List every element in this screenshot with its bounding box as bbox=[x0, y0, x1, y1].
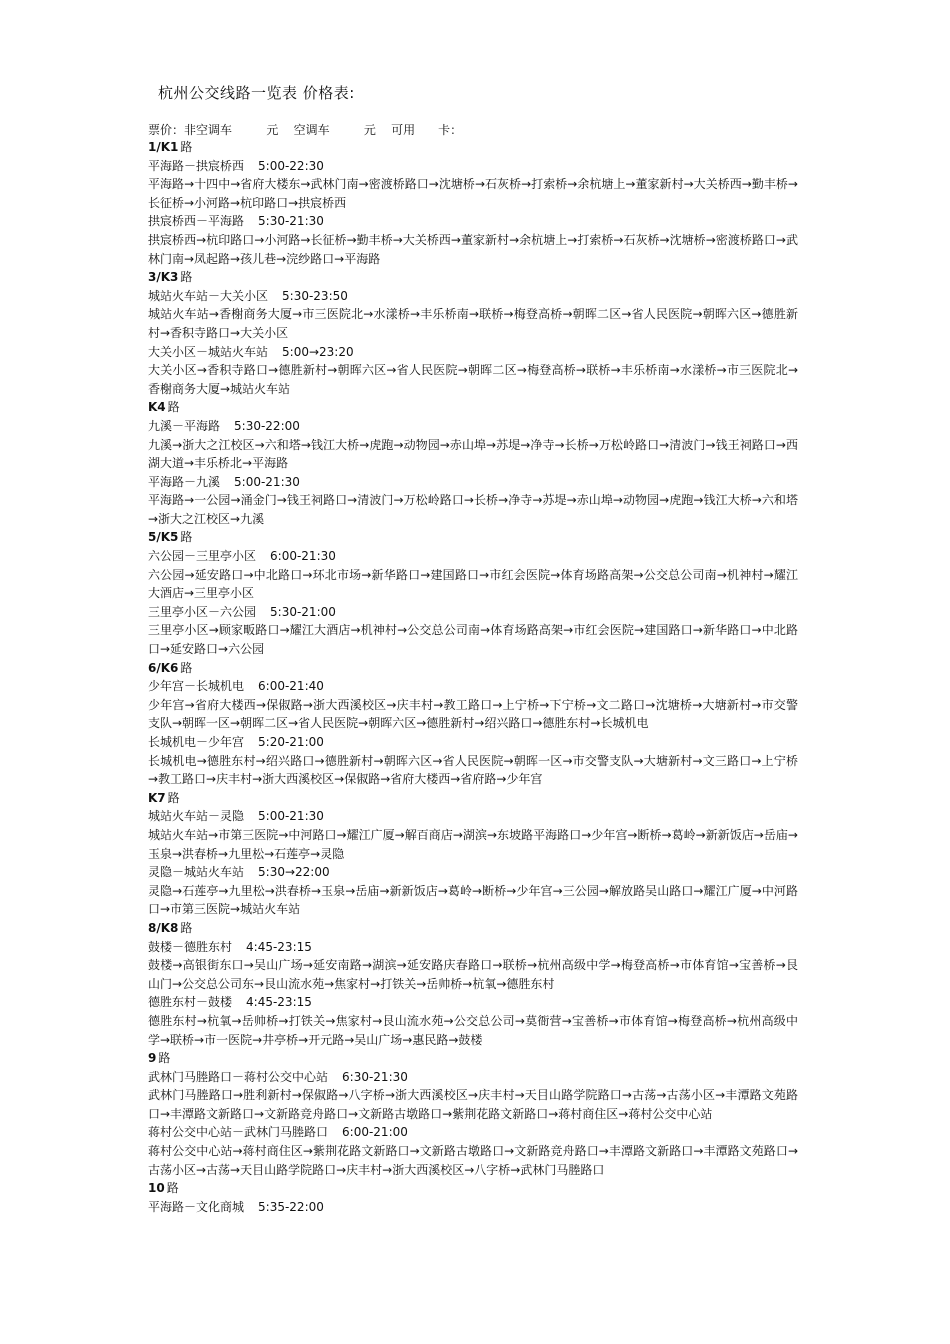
stop-list: 六公园→延安路口→中北路口→环北市场→新华路口→建国路口→市红会医院→体育场路高架→公交总公司南→机神村→耀江大酒店→三里亭小区 bbox=[148, 567, 798, 601]
stop-list: 大关小区→香积寺路口→德胜新村→朝晖六区→省人民医院→朝晖二区→梅登高桥→联桥→丰乐桥南→水漾桥→市三医院北→香榭商务大厦→城站火车站 bbox=[148, 363, 798, 396]
stop-list: 武林门马塍路口→胜利新村→保俶路→八字桥→浙大西溪校区→庆丰村→天目山路学院路口→古荡→古荡小区→丰潭路文苑路口→丰潭路文新路口→文新路竞舟路口→文新路古墩路口→紫荆花路文新路口→蒋村商住区→蒋村公交中心站 bbox=[148, 1088, 798, 1121]
stop-list: 三里亭小区→顾家畈路口→耀江大酒店→机神村→公交总公司南→体育场路高架→市红会医院→建国路口→新华路口→中北路口→延安路口→六公园 bbox=[148, 623, 798, 657]
direction-name: 城站火车站－灵隐 bbox=[148, 809, 245, 824]
stop-list: 长城机电→德胜东村→绍兴路口→德胜新村→朝晖六区→省人民医院→朝晖一区→市交警支队→大塘新村→文三路口→上宁桥→教工路口→庆丰村→浙大西溪校区→保俶路→省府大楼西→省府路→少年宫 bbox=[148, 753, 798, 787]
service-hours: 5:30-23:50 bbox=[282, 288, 348, 303]
route-suffix: 路 bbox=[180, 140, 193, 154]
service-hours: 4:45-23:15 bbox=[246, 939, 312, 954]
direction-name: 城站火车站－大关小区 bbox=[148, 288, 269, 303]
direction-header bbox=[148, 287, 798, 306]
stop-list: 城站火车站→市第三医院→中河路口→耀江广厦→解百商店→湖滨→东坡路平海路口→少年宫→断桥→葛岭→新新饭店→岳庙→玉泉→洪春桥→九里松→石莲亭→灵隐 bbox=[148, 827, 798, 861]
stop-list: 蒋村公交中心站→蒋村商住区→紫荆花路文新路口→文新路古墩路口→文新路竞舟路口→丰潭路文新路口→丰潭路文苑路口→古荡小区→古荡→天目山路学院路口→庆丰村→浙大西溪校区→八字桥→武林门马塍路口 bbox=[148, 1144, 798, 1177]
stop-list: 德胜东村→杭氧→岳帅桥→打铁关→焦家村→艮山流水苑→公交总公司→莫衙营→宝善桥→市体育馆→梅登高桥→杭州高级中学→联桥→市一医院→井亭桥→开元路→吴山广场→惠民路→鼓楼 bbox=[148, 1013, 798, 1047]
route-block bbox=[148, 1179, 798, 1216]
direction-name: 蒋村公交中心站－武林门马塍路口 bbox=[148, 1125, 329, 1140]
service-hours: 4:45-23:15 bbox=[246, 995, 312, 1010]
direction-header bbox=[148, 212, 798, 231]
direction-header bbox=[148, 343, 798, 362]
route-id: 9 bbox=[148, 1051, 157, 1066]
document-title: 杭州公交线路一览表 价格表: bbox=[158, 84, 355, 102]
service-hours: 6:00-21:40 bbox=[258, 679, 324, 694]
direction-name: 三里亭小区－六公园 bbox=[148, 604, 257, 619]
route-id: 8/K8 bbox=[148, 920, 179, 935]
service-hours: 5:35-22:00 bbox=[258, 1199, 324, 1214]
direction-name: 武林门马塍路口－蒋村公交中心站 bbox=[148, 1069, 329, 1084]
route-header bbox=[148, 528, 798, 547]
direction-header bbox=[148, 807, 798, 826]
direction-name: 九溪－平海路 bbox=[148, 418, 221, 433]
direction-name: 鼓楼－德胜东村 bbox=[148, 939, 233, 954]
route-header bbox=[148, 1179, 798, 1198]
direction-header bbox=[148, 1123, 798, 1142]
route-id: K4 bbox=[148, 400, 166, 415]
direction-name: 六公园－三里亭小区 bbox=[148, 549, 257, 564]
route-block bbox=[148, 659, 798, 789]
service-hours: 5:30-21:00 bbox=[270, 604, 336, 619]
route-header bbox=[148, 789, 798, 808]
route-suffix: 路 bbox=[180, 530, 193, 545]
direction-name: 平海路－拱宸桥西 bbox=[148, 158, 245, 173]
stop-list: 城站火车站→香榭商务大厦→市三医院北→水漾桥→丰乐桥南→联桥→梅登高桥→朝晖二区→省人民医院→朝晖六区→德胜新村→香积寺路口→大关小区 bbox=[148, 307, 798, 340]
route-id: K7 bbox=[148, 790, 166, 805]
route-header bbox=[148, 138, 798, 157]
direction-name: 少年宫－长城机电 bbox=[148, 679, 245, 694]
direction-header bbox=[148, 417, 798, 436]
route-header bbox=[148, 659, 798, 678]
route-block bbox=[148, 919, 798, 1049]
stop-list: 平海路→十四中→省府大楼东→武林门南→密渡桥路口→沈塘桥→石灰桥→打索桥→余杭塘上→董家新村→大关桥西→勤丰桥→长征桥→小河路→杭印路口→拱宸桥西 bbox=[148, 177, 798, 210]
stop-list: 九溪→浙大之江校区→六和塔→钱江大桥→虎跑→动物园→赤山埠→苏堤→净寺→长桥→万松岭路口→清波门→钱王祠路口→西湖大道→丰乐桥北→平海路 bbox=[148, 437, 798, 471]
direction-header bbox=[148, 938, 798, 957]
service-hours: 5:00→23:20 bbox=[282, 344, 354, 359]
direction-header bbox=[148, 603, 798, 622]
route-header bbox=[148, 919, 798, 938]
stop-list: 平海路→一公园→涌金门→钱王祠路口→清波门→万松岭路口→长桥→净寺→苏堤→赤山埠→动物园→虎跑→钱江大桥→六和塔→浙大之江校区→九溪 bbox=[148, 493, 798, 526]
service-hours: 5:00-22:30 bbox=[258, 158, 324, 173]
direction-header bbox=[148, 157, 798, 176]
service-hours: 5:20-21:00 bbox=[258, 735, 324, 749]
service-hours: 6:30-21:30 bbox=[342, 1069, 408, 1084]
route-suffix: 路 bbox=[158, 1051, 171, 1066]
route-header bbox=[148, 398, 798, 417]
service-hours: 5:00-21:30 bbox=[234, 474, 300, 489]
direction-name: 灵隐－城站火车站 bbox=[148, 865, 245, 880]
direction-header bbox=[148, 473, 798, 492]
route-block bbox=[148, 789, 798, 919]
route-id: 6/K6 bbox=[148, 660, 179, 675]
route-suffix: 路 bbox=[167, 790, 180, 805]
direction-header bbox=[148, 863, 798, 882]
route-id: 10 bbox=[148, 1181, 165, 1196]
direction-header bbox=[148, 733, 798, 752]
stop-list: 少年宫→省府大楼西→保俶路→浙大西溪校区→庆丰村→教工路口→上宁桥→下宁桥→文二路口→沈塘桥→大塘新村→市交警支队→朝晖一区→朝晖二区→省人民医院→朝晖六区→德胜新村→绍兴路口→德胜东村→长城机电 bbox=[148, 697, 798, 731]
direction-name: 平海路－九溪 bbox=[148, 474, 221, 489]
stop-list: 灵隐→石莲亭→九里松→洪春桥→玉泉→岳庙→新新饭店→葛岭→断桥→少年宫→三公园→解放路吴山路口→耀江广厦→中河路口→市第三医院→城站火车站 bbox=[148, 883, 798, 917]
direction-name: 平海路－文化商城 bbox=[148, 1199, 245, 1214]
service-hours: 6:00-21:00 bbox=[342, 1125, 408, 1140]
service-hours: 5:30-21:30 bbox=[258, 214, 324, 229]
route-block bbox=[148, 1049, 798, 1179]
routes-list bbox=[148, 138, 798, 1216]
route-header bbox=[148, 268, 798, 287]
direction-header bbox=[148, 993, 798, 1012]
route-header bbox=[148, 1049, 798, 1068]
direction-name: 长城机电－少年宫 bbox=[148, 735, 245, 749]
fare-line: 票价：非空调车 元 空调车 元 可用 卡： bbox=[148, 123, 463, 137]
route-suffix: 路 bbox=[180, 660, 193, 675]
direction-header bbox=[148, 1068, 798, 1087]
route-block bbox=[148, 528, 798, 658]
direction-name: 拱宸桥西－平海路 bbox=[148, 214, 245, 229]
service-hours: 5:00-21:30 bbox=[258, 809, 324, 824]
route-id: 1/K1 bbox=[148, 140, 179, 154]
direction-header bbox=[148, 1198, 798, 1217]
stop-list: 鼓楼→高银街东口→吴山广场→延安南路→湖滨→延安路庆春路口→联桥→杭州高级中学→梅登高桥→市体育馆→宝善桥→艮山门→公交总公司东→艮山流水苑→焦家村→打铁关→岳帅桥→杭氧→德胜东村 bbox=[148, 958, 798, 991]
service-hours: 6:00-21:30 bbox=[270, 549, 336, 564]
direction-header bbox=[148, 547, 798, 566]
stop-list: 拱宸桥西→杭印路口→小河路→长征桥→勤丰桥→大关桥西→董家新村→余杭塘上→打索桥→石灰桥→沈塘桥→密渡桥路口→武林门南→凤起路→孩儿巷→浣纱路口→平海路 bbox=[148, 232, 798, 266]
direction-header bbox=[148, 677, 798, 696]
route-block bbox=[148, 138, 798, 268]
route-suffix: 路 bbox=[167, 400, 180, 415]
direction-name: 大关小区－城站火车站 bbox=[148, 344, 269, 359]
route-suffix: 路 bbox=[180, 270, 193, 285]
service-hours: 5:30-22:00 bbox=[234, 418, 300, 433]
route-suffix: 路 bbox=[180, 920, 193, 935]
service-hours: 5:30→22:00 bbox=[258, 865, 330, 880]
route-id: 5/K5 bbox=[148, 530, 179, 545]
route-suffix: 路 bbox=[166, 1181, 179, 1196]
route-block bbox=[148, 398, 798, 528]
route-id: 3/K3 bbox=[148, 270, 179, 285]
direction-name: 德胜东村－鼓楼 bbox=[148, 995, 233, 1010]
route-block bbox=[148, 268, 798, 398]
